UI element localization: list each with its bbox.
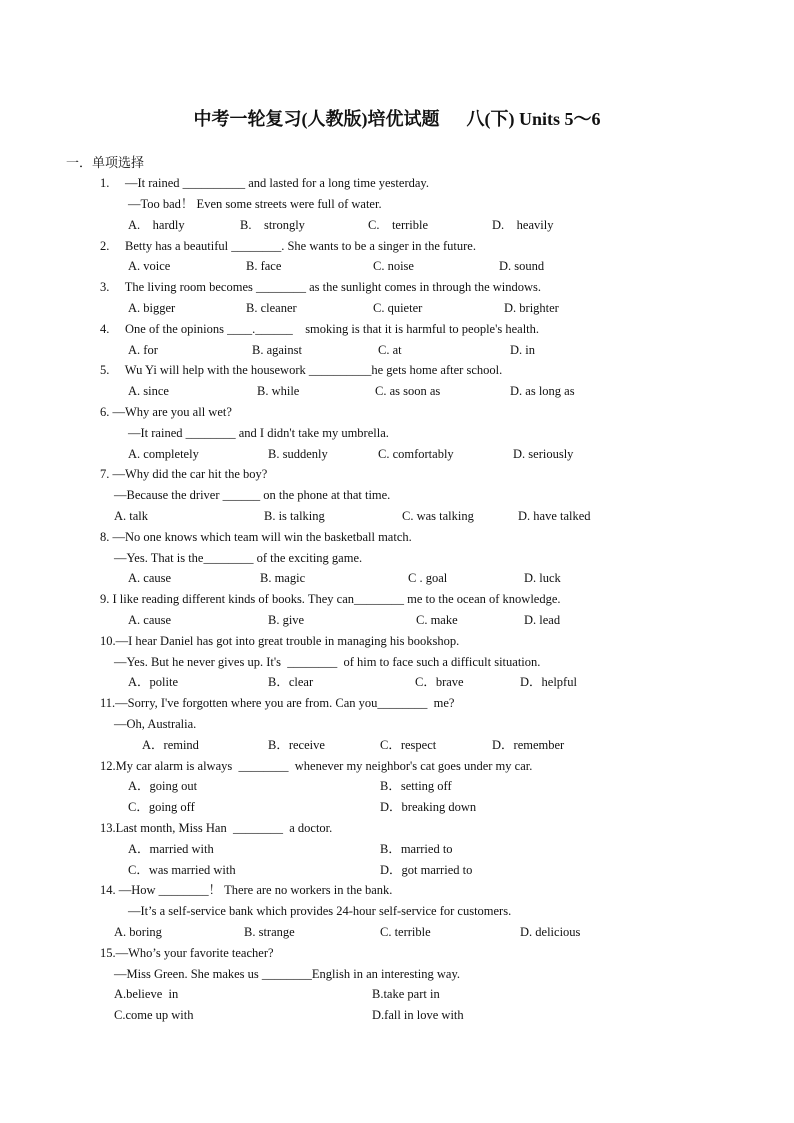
question-9-option-c: C. make bbox=[416, 613, 458, 627]
question-7-stem: 7. —Why did the car hit the boy? bbox=[100, 467, 268, 481]
question-6-option-c: C. comfortably bbox=[378, 447, 454, 461]
question-3-option-d: D. brighter bbox=[504, 301, 559, 315]
question-5-stem: 5. Wu Yi will help with the housework __________he gets home after school. bbox=[100, 363, 503, 377]
question-7-option-b: B. is talking bbox=[264, 509, 325, 523]
question-11-line-2: —Oh, Australia. bbox=[114, 717, 197, 731]
question-2-stem: 2. Betty has a beautiful ________. She wants to be a singer in the future. bbox=[100, 239, 476, 253]
question-2-option-b: B. face bbox=[246, 259, 282, 273]
question-1-option-a: A. hardly bbox=[128, 218, 185, 232]
question-8-option-b: B. magic bbox=[260, 571, 306, 585]
question-9-option-a: A. cause bbox=[128, 613, 172, 627]
question-4-option-a: A. for bbox=[128, 343, 158, 357]
question-14-line-2: —It’s a self-service bank which provides 24-hour self-service for customers. bbox=[128, 904, 512, 918]
question-4-option-b: B. against bbox=[252, 343, 302, 357]
question-2-option-a: A. voice bbox=[128, 259, 171, 273]
question-10-option-c: C．brave bbox=[415, 675, 464, 689]
question-15-option-c: C.come up with bbox=[114, 1008, 194, 1022]
question-14-option-b: B. strange bbox=[244, 925, 295, 939]
question-2-option-c: C. noise bbox=[373, 259, 414, 273]
question-1-option-d: D. heavily bbox=[492, 218, 554, 232]
question-7-option-c: C. was talking bbox=[402, 509, 474, 523]
question-15-option-a: A.believe in bbox=[114, 987, 179, 1001]
question-4-option-d: D. in bbox=[510, 343, 535, 357]
question-10-option-b: B．clear bbox=[268, 675, 314, 689]
question-14-stem: 14. —How ________！ There are no workers in the bank. bbox=[100, 883, 393, 897]
question-5-option-c: C. as soon as bbox=[375, 384, 441, 398]
question-4-stem: 4. One of the opinions ____.______ smoking is that it is harmful to people's health. bbox=[100, 322, 540, 336]
question-11-option-c: C．respect bbox=[380, 738, 437, 752]
question-10-option-d: D．helpful bbox=[520, 675, 577, 689]
question-14-option-d: D. delicious bbox=[520, 925, 581, 939]
question-7-option-a: A. talk bbox=[114, 509, 149, 523]
question-6-option-b: B. suddenly bbox=[268, 447, 328, 461]
question-6-option-a: A. completely bbox=[128, 447, 199, 461]
question-1-line-2: —Too bad！ Even some streets were full of water. bbox=[128, 197, 382, 211]
question-8-option-d: D. luck bbox=[524, 571, 561, 585]
question-6-stem: 6. —Why are you all wet? bbox=[100, 405, 232, 419]
question-8-option-c: C . goal bbox=[408, 571, 448, 585]
question-14-option-a: A. boring bbox=[114, 925, 162, 939]
question-3-option-b: B. cleaner bbox=[246, 301, 297, 315]
question-5-option-d: D. as long as bbox=[510, 384, 575, 398]
question-11-option-d: D．remember bbox=[492, 738, 565, 752]
question-7-line-2: —Because the driver ______ on the phone at that time. bbox=[114, 488, 391, 502]
question-3-option-a: A. bigger bbox=[128, 301, 176, 315]
question-3-option-c: C. quieter bbox=[373, 301, 423, 315]
question-13-option-a: A．married with bbox=[128, 842, 214, 856]
question-15-option-d: D.fall in love with bbox=[372, 1008, 464, 1022]
question-12-stem: 12.My car alarm is always ________ whenever my neighbor's cat goes under my car. bbox=[100, 759, 533, 773]
question-8-option-a: A. cause bbox=[128, 571, 172, 585]
question-5-option-b: B. while bbox=[257, 384, 300, 398]
question-5-option-a: A. since bbox=[128, 384, 169, 398]
question-10-line-2: —Yes. But he never gives up. It's ________ of him to face such a difficult situation. bbox=[114, 655, 541, 669]
question-8-stem: 8. —No one knows which team will win the basketball match. bbox=[100, 530, 412, 544]
question-13-option-d: D．got married to bbox=[380, 863, 473, 877]
page-title: 中考一轮复习(人教版)培优试题 八(下) Units 5～6 bbox=[193, 109, 601, 129]
question-13-option-b: B．married to bbox=[380, 842, 453, 856]
question-15-option-b: B.take part in bbox=[372, 987, 440, 1001]
question-11-option-b: B．receive bbox=[268, 738, 325, 752]
question-12-option-d: D．breaking down bbox=[380, 800, 477, 814]
question-8-line-2: —Yes. That is the________ of the exciting game. bbox=[114, 551, 363, 565]
question-10-option-a: A．polite bbox=[128, 675, 178, 689]
question-12-option-b: B．setting off bbox=[380, 779, 452, 793]
question-10-stem: 10.—I hear Daniel has got into great trouble in managing his bookshop. bbox=[100, 634, 460, 648]
question-4-option-c: C. at bbox=[378, 343, 402, 357]
question-11-stem: 11.—Sorry, I've forgotten where you are from. Can you________ me? bbox=[100, 696, 455, 710]
question-7-option-d: D. have talked bbox=[518, 509, 591, 523]
question-6-line-2: —It rained ________ and I didn't take my umbrella. bbox=[128, 426, 389, 440]
question-2-option-d: D. sound bbox=[499, 259, 545, 273]
question-15-line-2: —Miss Green. She makes us ________English in an interesting way. bbox=[114, 967, 461, 981]
question-3-stem: 3. The living room becomes ________ as the sunlight comes in through the windows. bbox=[100, 280, 542, 294]
question-1-option-c: C. terrible bbox=[368, 218, 429, 232]
question-1-option-b: B. strongly bbox=[240, 218, 305, 232]
question-1-stem: 1. —It rained __________ and lasted for a long time yesterday. bbox=[100, 176, 429, 190]
question-13-stem: 13.Last month, Miss Han ________ a doctor. bbox=[100, 821, 333, 835]
question-9-option-d: D. lead bbox=[524, 613, 561, 627]
question-13-option-c: C．was married with bbox=[128, 863, 236, 877]
question-11-option-a: A．remind bbox=[142, 738, 199, 752]
question-6-option-d: D. seriously bbox=[513, 447, 574, 461]
question-12-option-c: C．going off bbox=[128, 800, 195, 814]
section-heading: 一．单项选择 bbox=[66, 155, 145, 170]
question-14-option-c: C. terrible bbox=[380, 925, 431, 939]
question-9-option-b: B. give bbox=[268, 613, 305, 627]
question-9-stem: 9. I like reading different kinds of books. They can________ me to the ocean of knowledge. bbox=[100, 592, 561, 606]
question-12-option-a: A．going out bbox=[128, 779, 198, 793]
question-15-stem: 15.—Who’s your favorite teacher? bbox=[100, 946, 274, 960]
